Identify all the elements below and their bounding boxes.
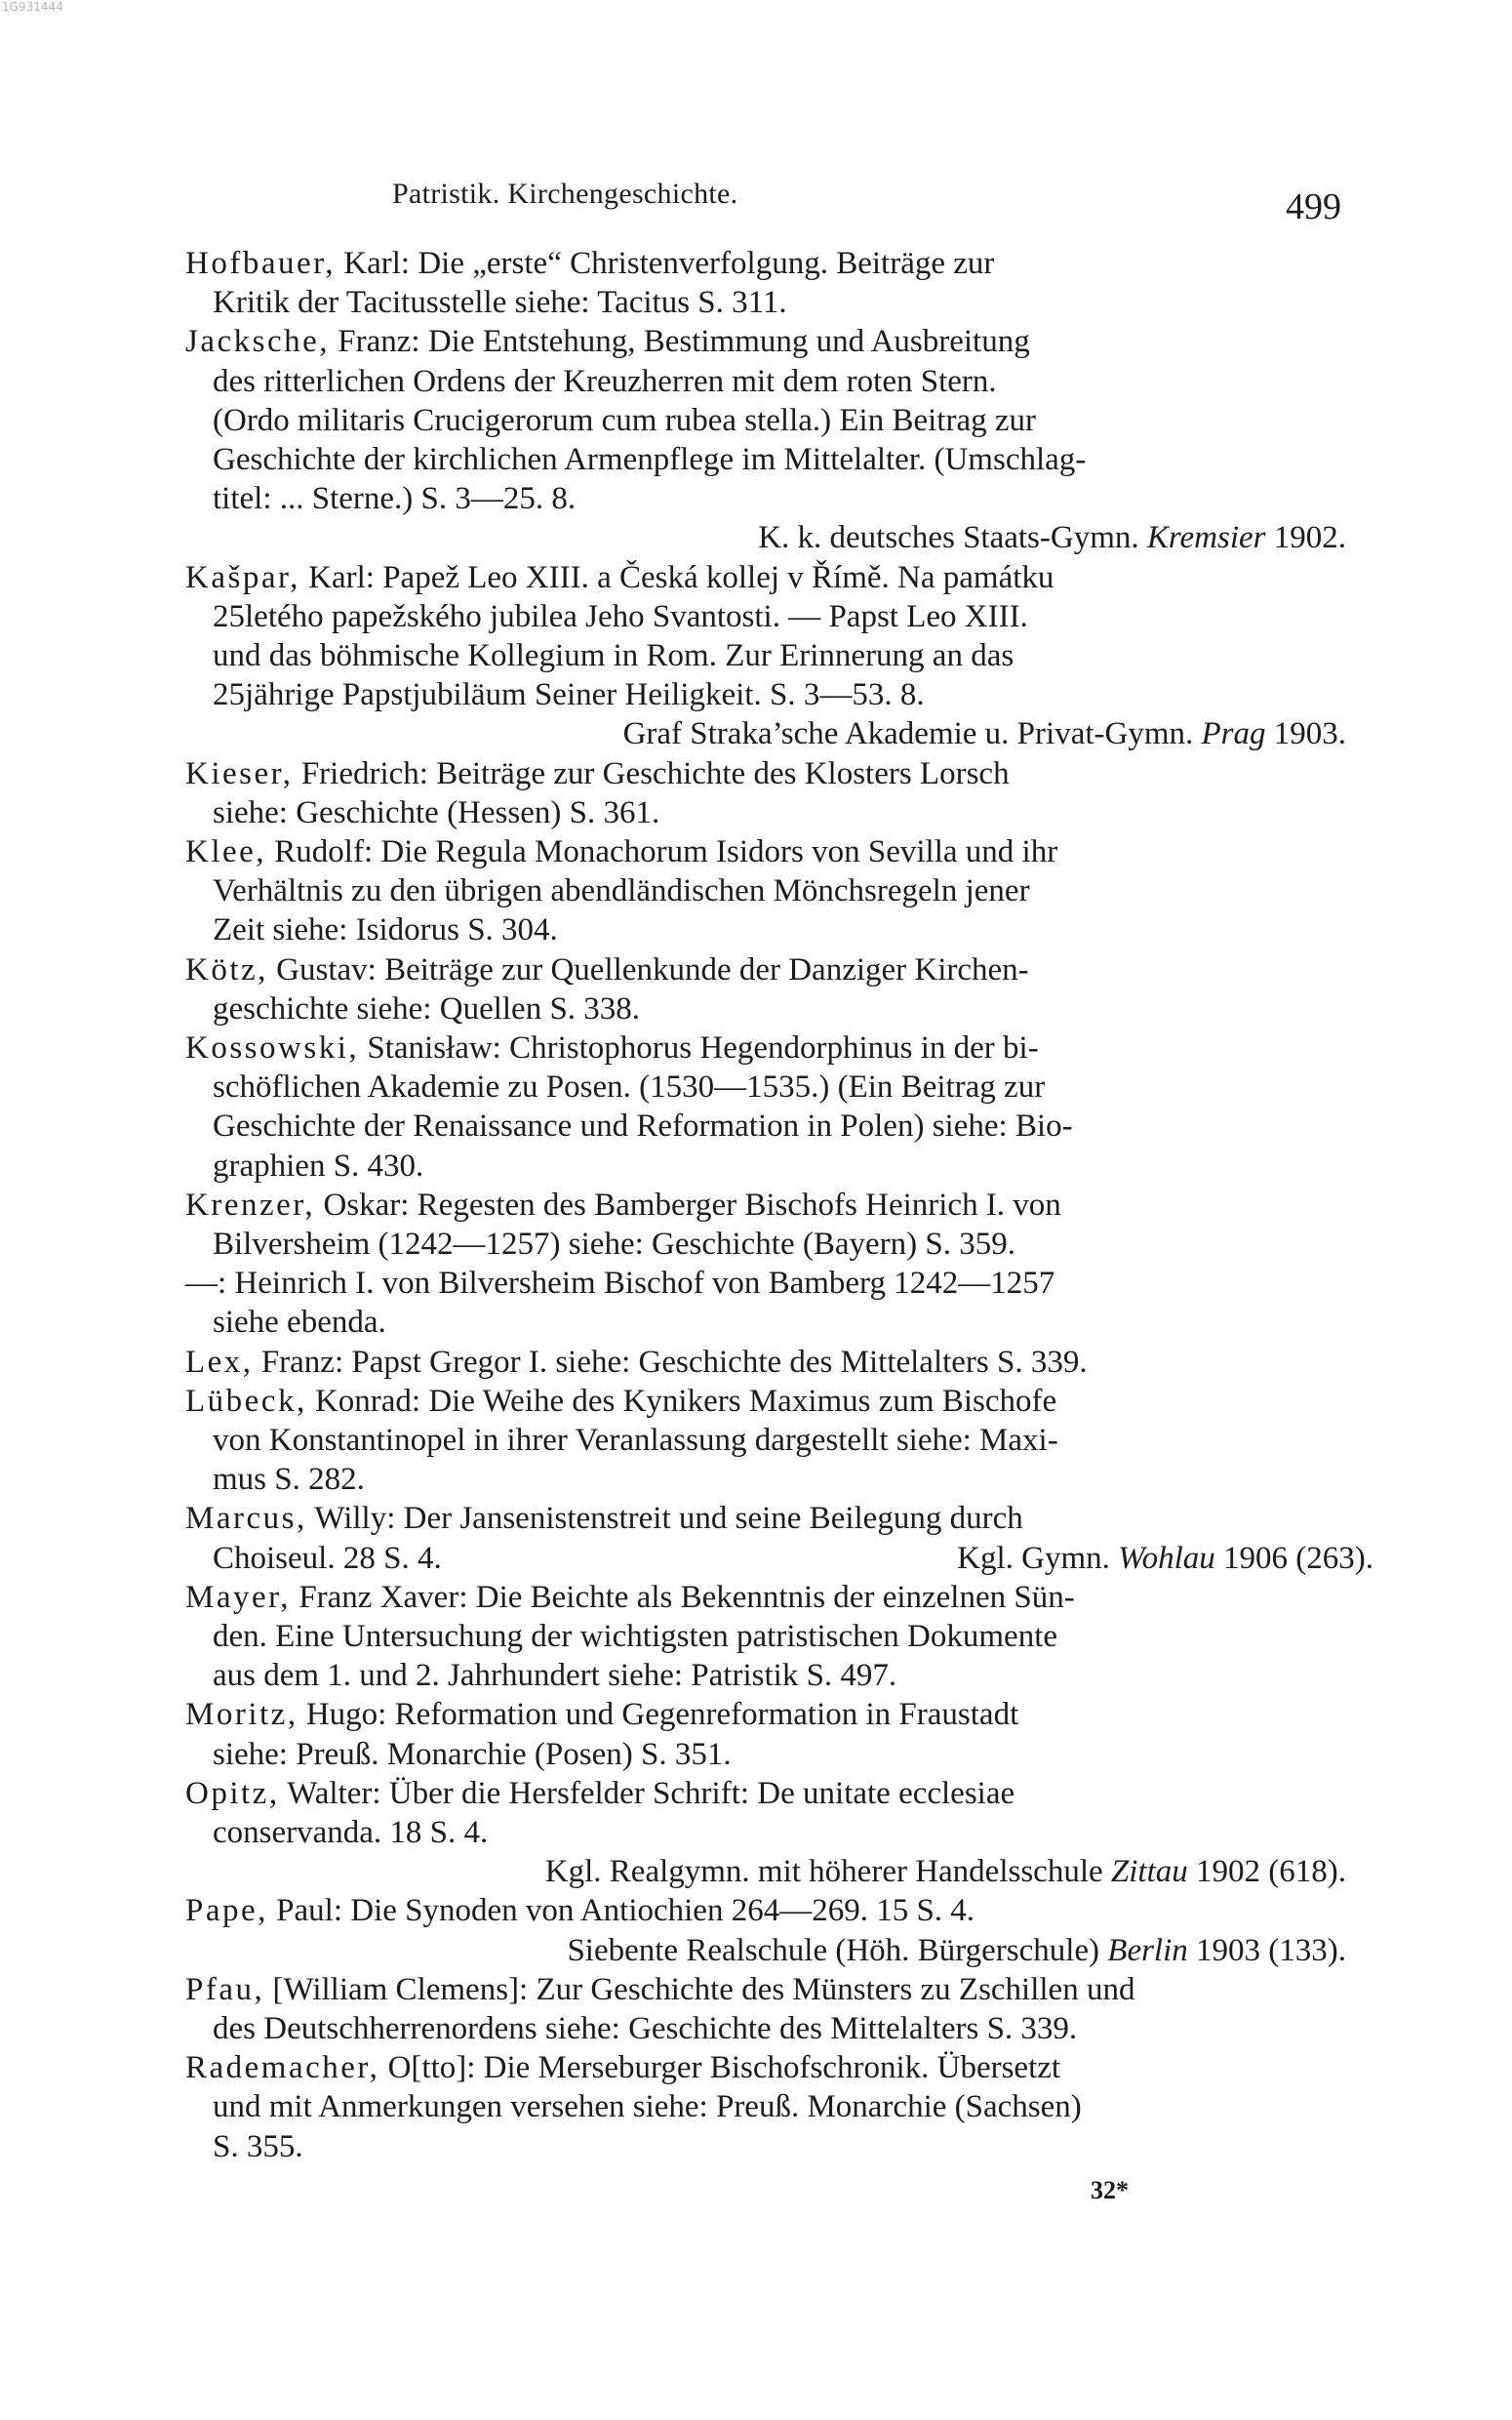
entry-first-line bbox=[185, 244, 1346, 283]
entry-text: schöflichen Akademie zu Posen. (1530—1535.) (Ein Beitrag zur bbox=[213, 1069, 1046, 1106]
author-name: Moritz, bbox=[185, 1697, 298, 1733]
entry-text: Geschichte der Renaissance und Reformation in Polen) siehe: Bio- bbox=[213, 1109, 1073, 1145]
entry-first-line bbox=[185, 1774, 1346, 1813]
entry-text: des ritterlichen Ordens der Kreuzherren mit dem roten Stern. bbox=[213, 363, 997, 399]
entry-text: Franz: Papst Gregor I. siehe: Geschichte des Mittelalters S. 339. bbox=[253, 1344, 1088, 1380]
entry-text: Walter: Über die Hersfelder Schrift: De unitate ecclesiae bbox=[279, 1775, 1015, 1811]
entry-continuation-line bbox=[185, 1421, 1373, 1460]
entry-first-line bbox=[185, 1578, 1346, 1617]
school-name: Kgl. Gymn. bbox=[957, 1540, 1119, 1576]
author-name: Klee, bbox=[185, 834, 267, 869]
entry-continuation-line bbox=[185, 401, 1373, 440]
entry-first-line bbox=[185, 1343, 1346, 1382]
entry-continuation-line bbox=[185, 1656, 1373, 1695]
entry-text: siehe: Geschichte (Hessen) S. 361. bbox=[213, 794, 660, 830]
entry-text: conservanda. 18 S. 4. bbox=[213, 1815, 489, 1850]
author-name: Lübeck, bbox=[185, 1383, 307, 1419]
author-name: Pape, bbox=[185, 1893, 268, 1929]
entry-continuation-line bbox=[185, 1460, 1373, 1499]
entry-continuation-line bbox=[185, 1539, 1373, 1578]
entry-continuation-line bbox=[185, 675, 1373, 714]
entry-text: titel: ... Sterne.) S. 3—25. 8. bbox=[213, 481, 577, 517]
entry-continuation-line bbox=[185, 362, 1373, 401]
author-name: Pfau, bbox=[185, 1971, 265, 2007]
entry-continuation-line bbox=[185, 1264, 1346, 1303]
entry-text: 25letého papežského jubilea Jeho Svantosti. — Papst Leo XIII. bbox=[213, 598, 1028, 634]
author-name: Krenzer, bbox=[185, 1187, 316, 1223]
entry-continuation-line bbox=[185, 1813, 1373, 1852]
entry-text: —: Heinrich I. von Bilversheim Bischof von Bamberg 1242—1257 bbox=[185, 1266, 1055, 1302]
entry-text: S. 355. bbox=[213, 2128, 303, 2164]
entry-first-line bbox=[185, 1970, 1346, 2009]
running-header bbox=[0, 176, 1512, 234]
entry-text: Bilversheim (1242—1257) siehe: Geschichte (Bayern) S. 359. bbox=[213, 1227, 1015, 1262]
entry-text: geschichte siehe: Quellen S. 338. bbox=[213, 990, 641, 1027]
school-name: Kgl. Realgymn. mit höherer Handelsschule bbox=[544, 1854, 1111, 1890]
entry-continuation-line bbox=[185, 871, 1373, 910]
entry-continuation-line bbox=[185, 2127, 1373, 2166]
entry-text: von Konstantinopel in ihrer Veranlassung dargestellt siehe: Maxi- bbox=[213, 1423, 1058, 1458]
running-title: Patristik. Kirchengeschichte. bbox=[392, 178, 738, 210]
entry-text: Rudolf: Die Regula Monachorum Isidors von Sevilla und ihr bbox=[266, 834, 1058, 869]
entry-continuation-line bbox=[185, 910, 1373, 949]
entry-continuation-line bbox=[185, 2087, 1373, 2126]
entry-first-line bbox=[185, 2048, 1346, 2087]
author-name: Mayer, bbox=[185, 1579, 292, 1615]
entry-text: 25jährige Papstjubiläum Seiner Heiligkeit. S. 3—53. 8. bbox=[213, 677, 925, 713]
entry-text: Karl: Die „erste“ Christenverfolgung. Beiträge zur bbox=[336, 246, 995, 281]
school-info bbox=[758, 518, 1346, 557]
entry-first-line bbox=[185, 1695, 1346, 1734]
school-place: Prag bbox=[1201, 716, 1266, 752]
corner-stamp: 1G931444 bbox=[2, 0, 63, 14]
entry-text: Geschichte der kirchlichen Armenpflege im Mittelalter. (Umschlag- bbox=[213, 442, 1087, 477]
entry-text: Friedrich: Beiträge zur Geschichte des Klosters Lorsch bbox=[293, 755, 1010, 791]
entry-text: den. Eine Untersuchung der wichtigsten patristischen Dokumente bbox=[213, 1619, 1058, 1654]
entry-first-line bbox=[185, 1499, 1346, 1538]
entry-first-line bbox=[185, 558, 1346, 597]
entry-continuation-line bbox=[185, 440, 1373, 479]
entry-text: Oskar: Regesten des Bamberger Bischofs Heinrich I. von bbox=[315, 1187, 1061, 1223]
entry-continuation-line bbox=[185, 283, 1373, 322]
entry-first-line bbox=[185, 1186, 1346, 1225]
author-name: Kašpar, bbox=[185, 559, 300, 595]
school-year: 1902. bbox=[1265, 520, 1346, 556]
entry-first-line bbox=[185, 950, 1346, 989]
entry-text: (Ordo militaris Crucigerorum cum rubea stella.) Ein Beitrag zur bbox=[213, 402, 1036, 438]
school-info bbox=[623, 714, 1346, 753]
author-name: Rademacher, bbox=[185, 2050, 380, 2086]
entry-text: Konrad: Die Weihe des Kynikers Maximus zum Bischofe bbox=[306, 1383, 1057, 1419]
author-name: Lex, bbox=[185, 1344, 254, 1380]
entry-text: des Deutschherrenordens siehe: Geschichte des Mittelalters S. 339. bbox=[213, 2011, 1078, 2046]
entry-first-line bbox=[185, 1891, 1346, 1930]
author-name: Hofbauer, bbox=[185, 246, 337, 281]
entry-continuation-line bbox=[185, 1225, 1373, 1264]
page-number: 499 bbox=[1286, 186, 1341, 227]
school-place: Kremsier bbox=[1146, 520, 1266, 556]
entry-first-line bbox=[185, 322, 1346, 361]
entry-continuation-line bbox=[185, 1735, 1373, 1774]
author-name: Kossowski, bbox=[185, 1030, 360, 1066]
entry-text: siehe ebenda. bbox=[213, 1305, 386, 1341]
entry-text: Paul: Die Synoden von Antiochien 264—269. 15 S. 4. bbox=[267, 1893, 975, 1929]
entry-text: mus S. 282. bbox=[213, 1462, 365, 1498]
entry-text: graphien S. 430. bbox=[213, 1148, 424, 1184]
entry-text: Choiseul. 28 S. 4. bbox=[213, 1540, 442, 1576]
entry-text: Franz: Die Entstehung, Bestimmung und Ausbreitung bbox=[330, 324, 1030, 360]
entry-first-line bbox=[185, 1028, 1346, 1068]
school-year: 1903 (133). bbox=[1187, 1932, 1346, 1968]
author-name: Kieser, bbox=[185, 755, 294, 791]
entry-first-line bbox=[185, 832, 1346, 871]
author-name: Opitz, bbox=[185, 1775, 280, 1811]
entry-first-line bbox=[185, 1382, 1346, 1421]
entry-text: [William Clemens]: Zur Geschichte des Münsters zu Zschillen und bbox=[264, 1971, 1135, 2007]
author-name: Kötz, bbox=[185, 951, 268, 988]
school-info bbox=[567, 1931, 1346, 1970]
entry-text: siehe: Preuß. Monarchie (Posen) S. 351. bbox=[213, 1736, 732, 1772]
school-info bbox=[545, 1852, 1346, 1891]
entry-continuation-line bbox=[185, 989, 1373, 1028]
author-name: Marcus, bbox=[185, 1501, 307, 1537]
school-place: Wohlau bbox=[1118, 1540, 1215, 1576]
school-year: 1906 (263). bbox=[1214, 1540, 1373, 1576]
signature-mark: 32* bbox=[1091, 2176, 1129, 2204]
entry-continuation-line bbox=[185, 1147, 1373, 1186]
entry-text: Hugo: Reformation und Gegenreformation in Fraustadt bbox=[298, 1697, 1019, 1733]
entry-continuation-line bbox=[185, 479, 1373, 518]
entry-text: Willy: Der Jansenistenstreit und seine Beilegung durch bbox=[306, 1501, 1023, 1537]
entry-text: und das böhmische Kollegium in Rom. Zur Erinnerung an das bbox=[213, 638, 1015, 673]
school-name: K. k. deutsches Staats-Gymn. bbox=[758, 520, 1147, 556]
school-name: Graf Straka’sche Akademie u. Privat-Gymn. bbox=[622, 716, 1202, 752]
entry-text: Franz Xaver: Die Beichte als Bekenntnis der einzelnen Sün- bbox=[291, 1579, 1075, 1615]
entry-continuation-line bbox=[185, 2009, 1373, 2048]
entry-text: Karl: Papež Leo XIII. a Česká kollej v Římě. Na památku bbox=[299, 559, 1054, 595]
entry-continuation-line bbox=[185, 793, 1373, 832]
entry-text: und mit Anmerkungen versehen siehe: Preuß. Monarchie (Sachsen) bbox=[213, 2089, 1082, 2125]
entry-text: Kritik der Tacitusstelle siehe: Tacitus S. 311. bbox=[213, 285, 787, 321]
entry-text: Verhältnis zu den übrigen abendländischen Mönchsregeln jener bbox=[213, 873, 1030, 909]
entry-text: Stanisław: Christophorus Hegendorphinus in der bi- bbox=[359, 1030, 1039, 1066]
entry-first-line bbox=[185, 754, 1346, 793]
entry-continuation-line bbox=[185, 636, 1373, 675]
school-place: Berlin bbox=[1107, 1932, 1188, 1968]
entry-continuation-line bbox=[185, 597, 1373, 636]
school-name: Siebente Realschule (Höh. Bürgerschule) bbox=[567, 1932, 1108, 1968]
entry-continuation-line bbox=[185, 1303, 1373, 1342]
author-name: Jacksche, bbox=[185, 324, 331, 360]
entry-text: O[tto]: Die Merseburger Bischofschronik. Übersetzt bbox=[379, 2050, 1061, 2086]
entry-text: aus dem 1. und 2. Jahrhundert siehe: Patristik S. 497. bbox=[213, 1658, 897, 1694]
entry-continuation-line bbox=[185, 1617, 1373, 1656]
entry-continuation-line bbox=[185, 1068, 1373, 1107]
entry-text: Gustav: Beiträge zur Quellenkunde der Danziger Kirchen- bbox=[267, 951, 1029, 988]
school-year: 1903. bbox=[1265, 716, 1346, 752]
school-place: Zittau bbox=[1110, 1854, 1188, 1890]
school-info bbox=[957, 1539, 1373, 1578]
entry-text: Zeit siehe: Isidorus S. 304. bbox=[213, 912, 558, 948]
entry-continuation-line bbox=[185, 1107, 1373, 1146]
school-year: 1902 (618). bbox=[1187, 1854, 1346, 1890]
